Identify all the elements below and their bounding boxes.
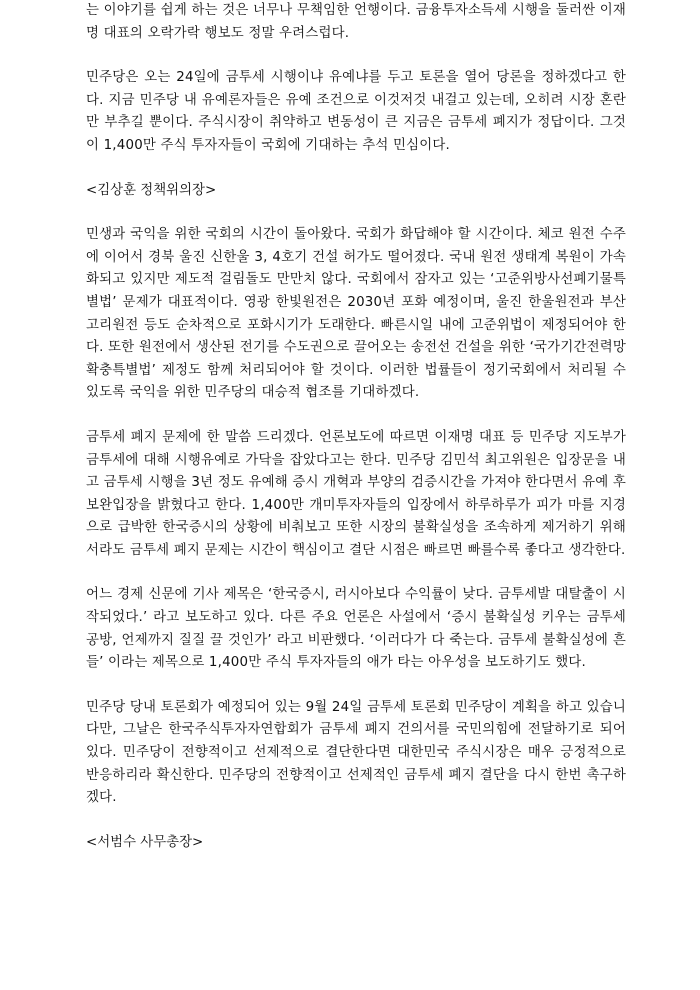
spacer	[86, 45, 626, 67]
spacer	[86, 202, 626, 224]
paragraph-2: 민주당은 오는 24일에 금투세 시행이냐 유예냐를 두고 토론을 열어 당론을 정하겠다고 한다. 지금 민주당 내 유예론자들은 유예 조건으로 이것저것 내걸고 있는데, 오히려 시장 혼란만 부추길 뿐이다. 주식시장이 취약하고 변동성이 큰 지금은 금투세 폐지가 정답이다. 그것이 1,400만 주식 투자자들이 국회에 기대하는 추석 민심이다.	[86, 70, 626, 153]
paragraph-4: 금투세 폐지 문제에 한 말씀 드리겠다. 언론보도에 따르면 이재명 대표 등 민주당 지도부가 금투세에 대해 시행유예로 가닥을 잡았다고는 한다. 민주당 김민석 최고위원은 입장문을 내고 금투세 시행을 3년 정도 유예해 증시 개혁과 부양의 검증시간을 가져야 한다면서 유예 후 보완입장을 밝혔다고 한다. 1,400만 개미투자자들의 입장에서 하루하루가 피가 마를 지경으로 급박한 한국증시의 상황에 비춰보고 또한 시장의 불확실성을 조속하게 제거하기 위해서라도 금투세 폐지 문제는 시간이 핵심이고 결단 시점은 빠르면 빠를수록 좋다고 생각한다.	[86, 429, 626, 558]
spacer	[86, 405, 626, 427]
speaker-name-2: <서범수 사무총장>	[86, 834, 204, 850]
speaker-name-1: <김상훈 정책위의장>	[86, 182, 217, 198]
spacer	[86, 158, 626, 180]
spacer	[86, 562, 626, 584]
spacer	[86, 675, 626, 697]
paragraph-3: 민생과 국익을 위한 국회의 시간이 돌아왔다. 국회가 화답해야 할 시간이다. 체코 원전 수주에 이어서 경북 울진 신한울 3, 4호기 건설 허가도 떨어졌다. 국내 원전 생태계 복원이 가속화되고 있지만 제도적 걸림돌도 만만치 않다. 국회에서 잠자고 있는 ‘고준위방사선폐기물특별법’ 문제가 대표적이다. 영광 한빛원전은 2030년 포화 예정이며, 울진 한울원전과 부산 고리원전 등도 순차적으로 포화시기가 도래한다. 빠른시일 내에 고준위법이 제정되어야 한다. 또한 원전에서 생산된 전기를 수도권으로 끌어오는 송전선 건설을 위한 ‘국가기간전력망확충특별법’ 제정도 함께 처리되어야 할 것이다. 이러한 법률들이 정기국회에서 처리될 수 있도록 국익을 위한 민주당의 대승적 협조를 기대하겠다.	[86, 227, 626, 401]
spacer	[86, 810, 626, 832]
paragraph-6: 민주당 당내 토론회가 예정되어 있는 9월 24일 금투세 토론회 민주당이 계획을 하고 있습니다만, 그날은 한국주식투자자연합회가 금투세 폐지 건의서를 국민의힘에 전달하기로 되어 있다. 민주당이 전향적이고 선제적으로 결단한다면 대한민국 주식시장은 매우 긍정적으로 반응하리라 확신한다. 민주당의 전향적이고 선제적인 금투세 폐지 결단을 다시 한번 촉구하겠다.	[86, 699, 626, 806]
document-page	[86, 0, 626, 854]
paragraph-1: 는 이야기를 쉽게 하는 것은 너무나 무책임한 언행이다. 금융투자소득세 시행을 둘러싼 이재명 대표의 오락가락 행보도 정말 우려스럽다.	[86, 3, 626, 41]
paragraph-5: 어느 경제 신문에 기사 제목은 ‘한국증시, 러시아보다 수익률이 낮다. 금투세발 대탈출이 시작되었다.’ 라고 보도하고 있다. 다른 주요 언론은 사설에서 ‘증시 불확실성 키우는 금투세 공방, 언제까지 질질 끌 것인가’ 라고 비판했다. ‘이러다가 다 죽는다. 금투세 불확실성에 흔들’ 이라는 제목으로 1,400만 주식 투자자들의 애가 타는 아우성을 보도하기도 했다.	[86, 587, 626, 671]
